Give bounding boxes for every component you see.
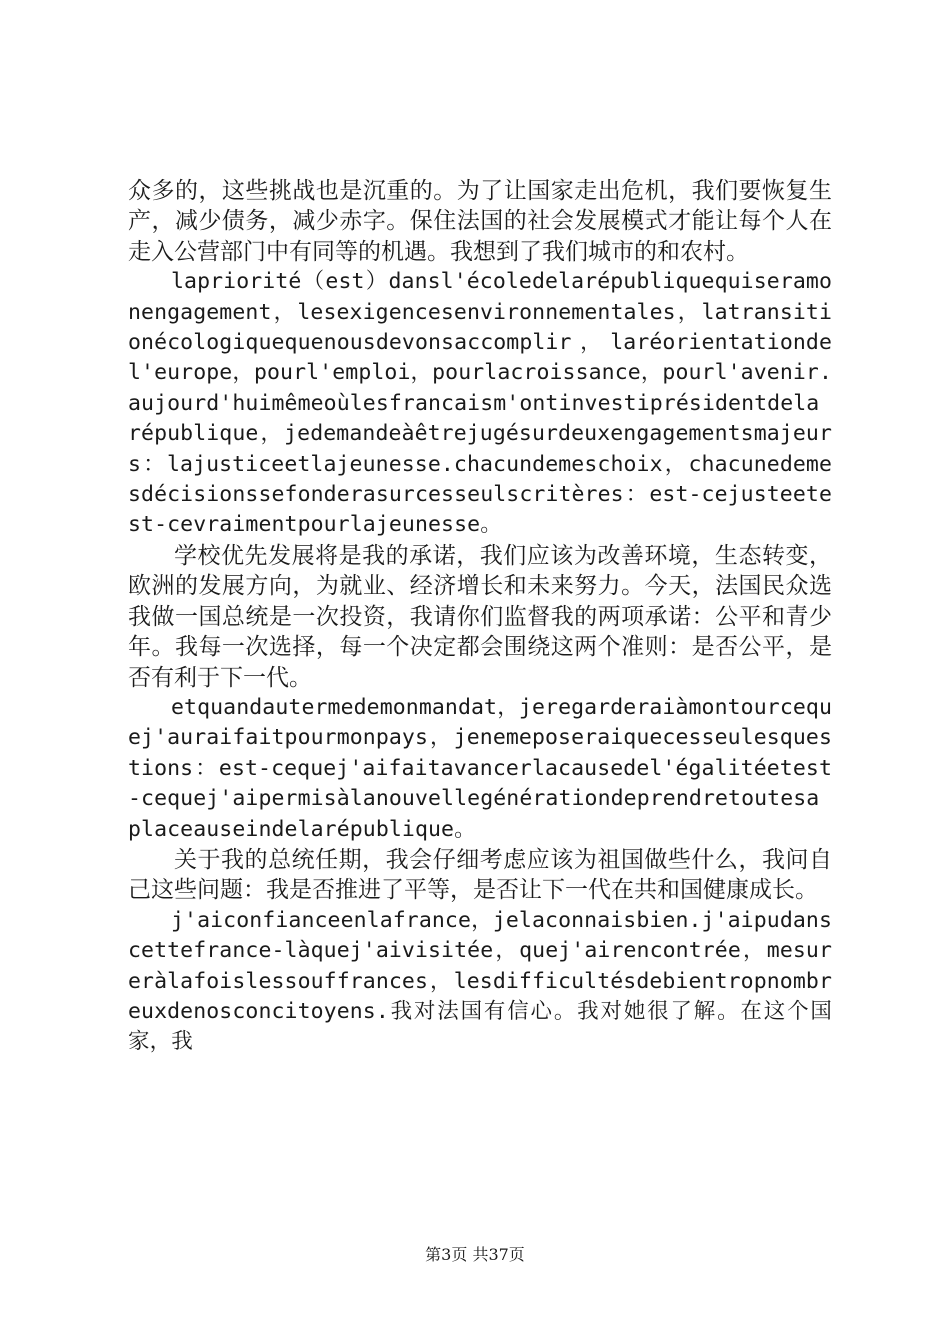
paragraph-2: lapriorité（est）dansl'écoledelarépubliquequiseramonengagement，lesexigencesenvironnementales，latransitionécologiquequenousdevonsaccomplir，laréorientationdel'europe，pourl'emploi，pourlacroissance，pourl'avenir.aujourd'huimêmeoùlesfrancaism'ontinvestiprésidentdelarépublique，jedemandeàêtrejugésurdeuxengagementsmajeurs：lajusticeetlajeunesse.chacundemeschoix，chacunedemesdécisionssefonderasurcesseulscritères：est-cejusteetest-cevraimentpourlajeunesse。 (128, 269, 832, 538)
paragraph-6: j'aiconfianceenlafrance，jelaconnaisbien.j'aipudanscettefrance-làquej'aivisitée，quej'airencontrée，mesureràlafoislessouffrances，lesdifficultésdebientropnombreuxdenosconcitoyens.我对法国有信心。我对她很了解。在这个国家，我 (128, 907, 832, 1055)
paragraph-1: 众多的，这些挑战也是沉重的。为了让国家走出危机，我们要恢复生产，减少债务，减少赤字。保住法国的社会发展模式才能让每个人在走入公营部门中有同等的机遇。我想到了我们城市的和农村。 (128, 178, 832, 265)
page-number-footer: 第3页 共37页 (425, 1245, 525, 1264)
paragraph-4: etquandautermedemonmandat，jeregarderaiàmontourcequej'auraifaitpourmonpays，jenemeposeraiquecesseulesquestions：est-cequej'aifaitavancerlacausedel'égalitéetest-cequej'aipermisàlanouvellegénérationdeprendretoutesaplaceauseindelarépublique。 (128, 694, 832, 842)
paragraph-3: 学校优先发展将是我的承诺，我们应该为改善环境，生态转变，欧洲的发展方向，为就业、经济增长和未来努力。今天，法国民众选我做一国总统是一次投资，我请你们监督我的两项承诺：公平和青少年。我每一次选择，每一个决定都会围绕这两个准则：是否公平，是否有利于下一代。 (128, 542, 832, 691)
paragraph-5: 关于我的总统任期，我会仔细考虑应该为祖国做些什么，我问自己这些问题：我是否推进了平等，是否让下一代在共和国健康成长。 (128, 846, 832, 904)
document-body (128, 176, 832, 1058)
